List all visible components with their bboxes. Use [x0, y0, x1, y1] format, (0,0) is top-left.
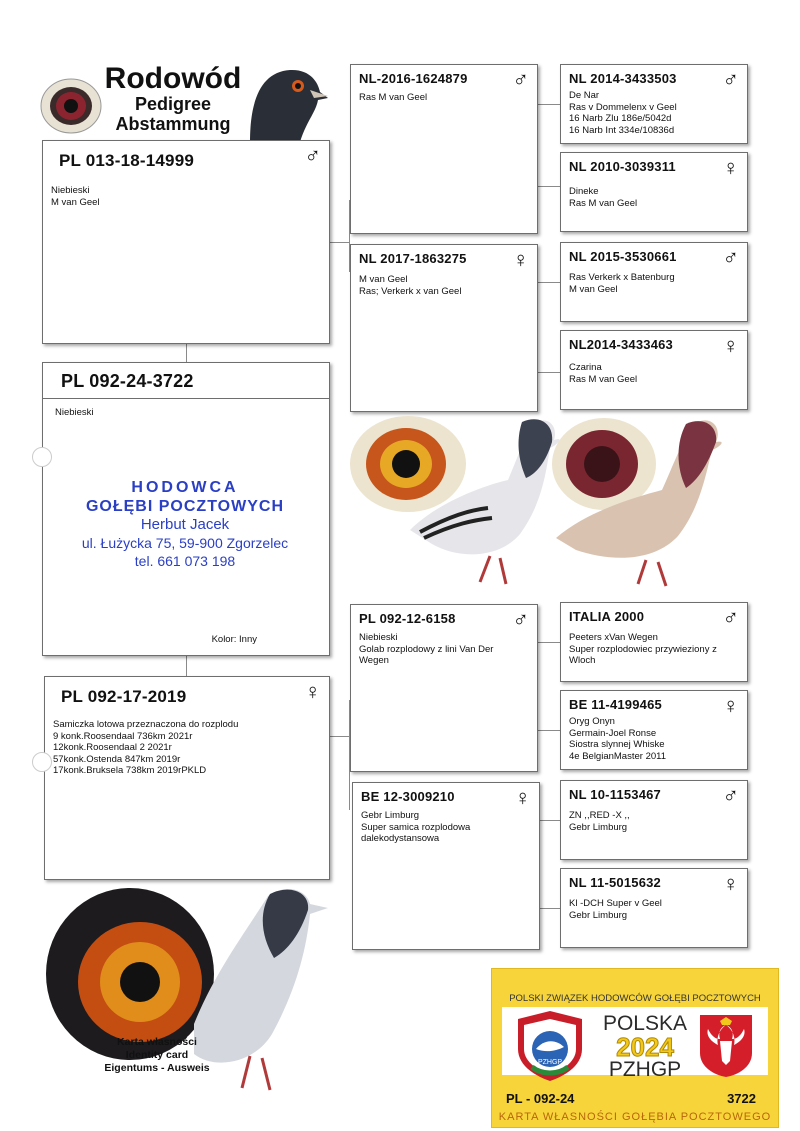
ggp-fff-ring: NL 2014-3433503: [569, 71, 677, 86]
maternal-grandfather-card: [350, 604, 538, 772]
mother-card: [44, 676, 330, 880]
ggp-fff-card: [560, 64, 748, 144]
male-icon: ♂: [304, 143, 321, 168]
card-ring-prefix: PL - 092-24: [506, 1091, 575, 1106]
identity-card-label: [82, 1036, 232, 1075]
paternal-grandmother-card: [350, 244, 538, 412]
card-year: 2024: [616, 1032, 674, 1062]
connector: [330, 736, 350, 737]
connector: [538, 104, 560, 105]
female-icon: ♀: [304, 679, 321, 704]
card-ring-number: 3722: [727, 1091, 756, 1106]
connector: [186, 342, 187, 362]
title-line-2: Pedigree: [134, 94, 212, 114]
card-org-name: POLSKI ZWIĄZEK HODOWCÓW GOŁĘBI POCZTOWYCH: [509, 993, 761, 1004]
connector: [538, 642, 560, 643]
female-icon: ♀: [722, 693, 739, 718]
ggp-fff-desc: De Nar Ras v Dommelenx v Geel 16 Narb Zlu 186e/5042d 16 Narb Int 334e/10836d: [569, 90, 677, 136]
maternal-grandmother-card: [352, 782, 540, 950]
ggp-ffm-desc: Dineke Ras M van Geel: [569, 186, 638, 209]
connector: [538, 820, 560, 821]
connector: [328, 242, 350, 243]
male-icon: ♂: [722, 783, 739, 808]
ggp-mff-ring: ITALIA 2000: [569, 609, 645, 624]
maternal-grandmother-ring: BE 12-3009210: [361, 789, 455, 804]
ggp-ffm-ring: NL 2010-3039311: [569, 159, 676, 174]
ggp-fmm-card: [560, 330, 748, 410]
ggp-fmm-desc: Czarina Ras M van Geel: [569, 362, 638, 385]
idcard-line-1: Karta własności: [117, 1036, 197, 1048]
punch-hole: [32, 447, 52, 467]
logo-text: PZHGP: [537, 1059, 563, 1066]
ggp-mmm-card: [560, 868, 748, 948]
card-country-block: [595, 1013, 695, 1081]
male-icon: ♂: [722, 67, 739, 92]
connector: [538, 282, 560, 283]
card-abbr: PZHGP: [608, 1058, 682, 1081]
male-icon: ♂: [722, 245, 739, 270]
ggp-mff-desc: Peeters xVan Wegen Super rozplodowiec przywieziony z Wloch: [569, 632, 717, 666]
breeder-stamp: [60, 478, 310, 570]
title-line-1: Rodowód: [104, 62, 242, 95]
father-description: Niebieski M van Geel: [51, 185, 100, 208]
female-icon: ♀: [722, 333, 739, 358]
stamp-line-4: ul. Łużycka 75, 59-900 Zgorzelec: [81, 535, 289, 551]
stamp-line-1: HODOWCA: [131, 479, 239, 496]
stamp-line-5: tel. 661 073 198: [134, 553, 236, 569]
stamp-line-2: GOŁĘBI POCZTOWYCH: [85, 498, 285, 515]
pzhgp-ownership-card: [491, 968, 779, 1128]
mother-ring-number: PL 092-17-2019: [61, 687, 187, 706]
punch-hole: [32, 752, 52, 772]
ggp-mmf-desc: ZN ,,RED -X ,, Gebr Limburg: [569, 810, 630, 833]
paternal-grandfather-card: [350, 64, 538, 234]
main-ring-number: PL 092-24-3722: [61, 371, 194, 391]
idcard-line-2: Identity card: [125, 1049, 189, 1061]
title-line-3: Abstammung: [115, 114, 231, 134]
mother-description: Samiczka lotowa przeznaczona do rozplodu 9 konk.Roosendaal 736km 2021r 12konk.Roosendaal 2 2021r 57konk.Ostenda 847km 2019r 17konk.Bruksela 738km 2019rPKLD: [53, 719, 239, 776]
male-icon: ♂: [512, 67, 529, 92]
main-description: Niebieski: [55, 407, 94, 418]
ggp-fmf-ring: NL 2015-3530661: [569, 249, 677, 264]
ggp-fmf-desc: Ras Verkerk x Batenburg M van Geel: [569, 272, 675, 295]
polish-eagle-emblem-icon: [698, 1013, 754, 1077]
male-icon: ♂: [722, 605, 739, 630]
ggp-mfm-desc: Oryg Onyn Germain-Joel Ronse Siostra slynnej Whiske 4e BelgianMaster 2011: [569, 716, 666, 762]
ggp-mmf-ring: NL 10-1153467: [569, 787, 661, 802]
ggp-mff-card: [560, 602, 748, 682]
paternal-grandmother-ring: NL 2017-1863275: [359, 251, 467, 266]
maternal-grandfather-desc: Niebieski Golab rozplodowy z lini Van Der Wegen: [359, 632, 494, 666]
female-icon: ♀: [514, 785, 531, 810]
ggp-mfm-card: [560, 690, 748, 770]
connector: [186, 656, 187, 676]
maternal-grandfather-ring: PL 092-12-6158: [359, 611, 456, 626]
main-color-label: Kolor: Inny: [211, 633, 257, 645]
stamp-line-3: Herbut Jacek: [140, 516, 230, 533]
connector: [538, 186, 560, 187]
male-icon: ♂: [512, 607, 529, 632]
idcard-line-3: Eigentums - Ausweis: [104, 1062, 210, 1074]
connector: [538, 730, 560, 731]
main-ring-header: [43, 363, 329, 399]
paternal-grandfather-desc: Ras M van Geel: [359, 92, 428, 103]
card-footer: KARTA WŁASNOŚCI GOŁĘBIA POCZTOWEGO: [498, 1111, 772, 1123]
maternal-grandmother-desc: Gebr Limburg Super samica rozplodowa dalekodystansowa: [361, 810, 471, 844]
card-country: POLSKA: [602, 1012, 688, 1035]
ggp-mmm-desc: Kl -DCH Super v Geel Gebr Limburg: [569, 898, 662, 921]
father-ring-number: PL 013-18-14999: [59, 151, 195, 170]
father-card: [42, 140, 330, 344]
female-icon: ♀: [512, 247, 529, 272]
ggp-ffm-card: [560, 152, 748, 232]
pzhgp-logo-icon: [512, 1009, 588, 1081]
connector: [538, 372, 560, 373]
pigeon-pair-illustration: [350, 412, 750, 598]
pedigree-title: [88, 64, 258, 134]
female-icon: ♀: [722, 155, 739, 180]
ggp-mfm-ring: BE 11-4199465: [569, 697, 662, 712]
female-icon: ♀: [722, 871, 739, 896]
ggp-mmm-ring: NL 11-5015632: [569, 875, 661, 890]
ggp-fmm-ring: NL2014-3433463: [569, 337, 673, 352]
ggp-mmf-card: [560, 780, 748, 860]
paternal-grandmother-desc: M van Geel Ras; Verkerk x van Geel: [359, 274, 462, 297]
connector: [538, 908, 560, 909]
paternal-grandfather-ring: NL-2016-1624879: [359, 71, 468, 86]
ggp-fmf-card: [560, 242, 748, 322]
